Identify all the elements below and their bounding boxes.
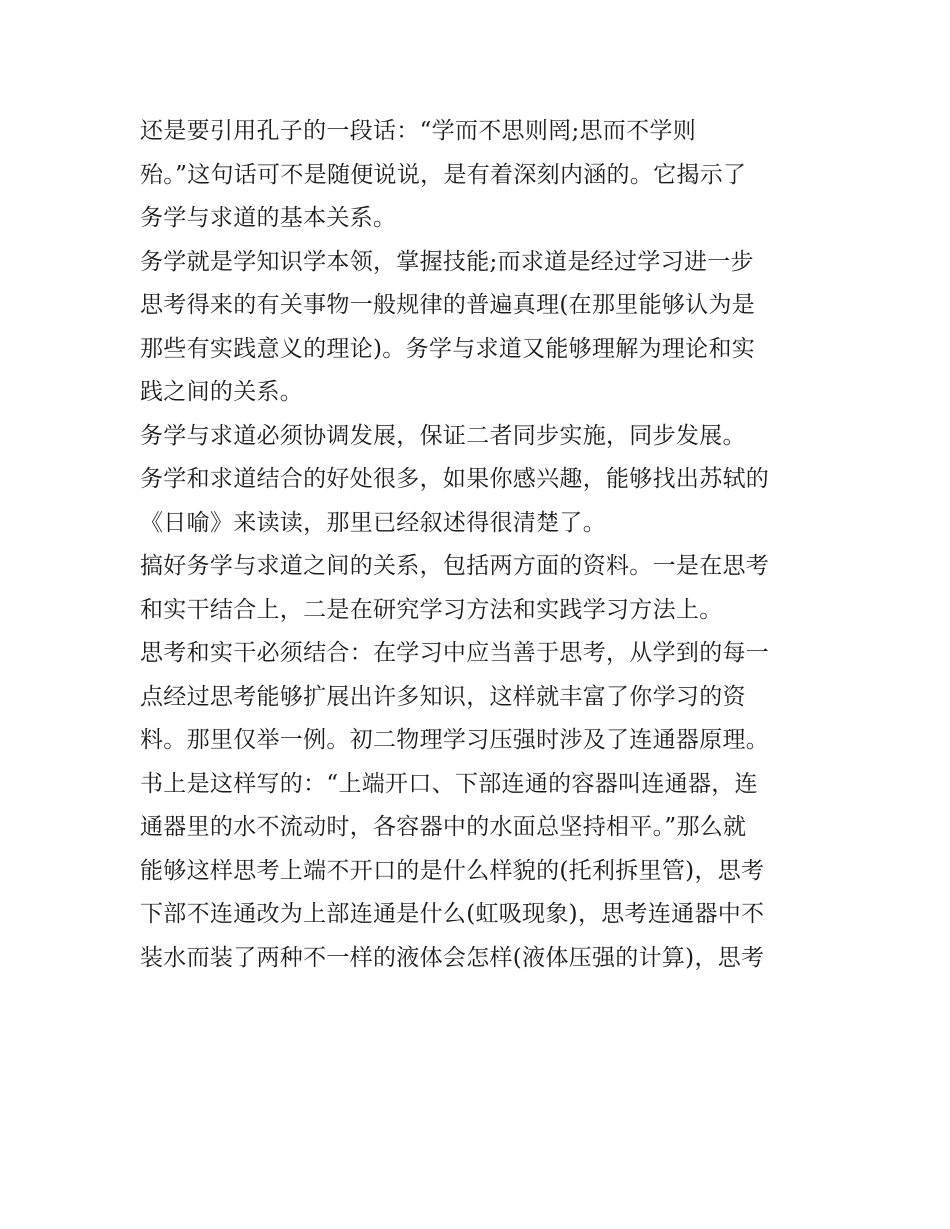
- text-line: 书上是这样写的：“上端开口、下部连通的容器叫连通器，连: [140, 770, 758, 797]
- text-line: 料。那里仅举一例。初二物理学习压强时涉及了连通器原理。: [140, 727, 770, 753]
- text-line: 思考得来的有关事物一般规律的普遍真理(在那里能够认为是: [140, 292, 756, 318]
- text-line: 殆。”这句话可不是随便说说，是有着深刻内涵的。它揭示了: [140, 161, 747, 188]
- text-line: 通器里的水不流动时，各容器中的水面总坚持相平。”那么就: [140, 814, 747, 840]
- text-line: 能够这样思考上端不开口的是什么样貌的(托利拆里管)，思考: [140, 857, 765, 884]
- text-line: 还是要引用孔子的一段话：“学而不思则罔;思而不学则: [140, 118, 697, 144]
- text-line: 思考和实干必须结合：在学习中应当善于思考，从学到的每一: [140, 640, 770, 666]
- text-line: 装水而装了两种不一样的液体会怎样(液体压强的计算)，思考: [140, 944, 765, 971]
- text-line: 务学与求道的基本关系。: [140, 205, 397, 231]
- text-line: 和实干结合上，二是在研究学习方法和实践学习方法上。: [140, 596, 723, 623]
- document-body: [140, 110, 820, 980]
- text-line: 务学就是学知识学本领，掌握技能;而求道是经过学习进一步: [140, 248, 754, 275]
- text-line: 务学和求道结合的好处很多，如果你感兴趣，能够找出苏轼的: [140, 466, 770, 492]
- text-line: 搞好务学与求道之间的关系，包括两方面的资料。一是在思考: [140, 553, 770, 579]
- text-line: 下部不连通改为上部连通是什么(虹吸现象)，思考连通器中不: [140, 901, 765, 927]
- text-line: 《日喻》来读读，那里已经叙述得很清楚了。: [140, 509, 606, 536]
- text-line: 点经过思考能够扩展出许多知识，这样就丰富了你学习的资: [140, 683, 746, 710]
- text-line: 那些有实践意义的理论)。务学与求道又能够理解为理论和实: [140, 335, 756, 362]
- text-line: 践之间的关系。: [140, 379, 304, 405]
- text-line: 务学与求道必须协调发展，保证二者同步实施，同步发展。: [140, 422, 746, 449]
